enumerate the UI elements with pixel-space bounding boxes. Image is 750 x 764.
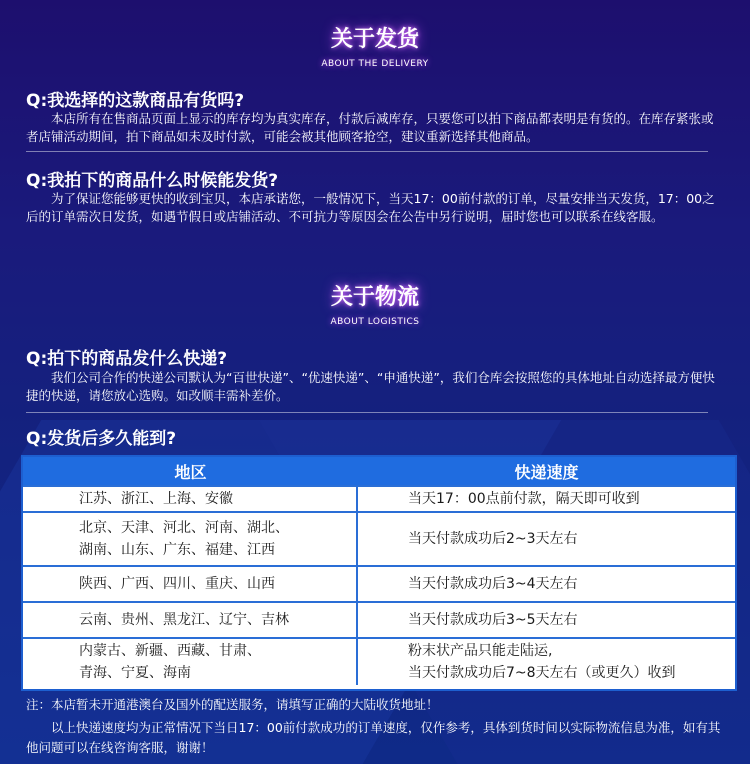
- header-region: 地区: [174, 462, 207, 482]
- region-text: 北京、天津、河北、河南、湖北、: [79, 520, 289, 536]
- shipping-region-note: 注：本店暂未开通港澳台及国外的配送服务，请填写正确的大陆收货地址！: [26, 697, 439, 712]
- answer-stock: 本店所有在售商品页面上显示的库存均为真实库存，付款后减库存，只要您可以拍下商品都表明是有货的。在库存紧张或者店铺活动期间，拍下商品如未及时付款，可能会被其他顾客抢空，建议重新选择其他商品。: [26, 111, 714, 144]
- table-row: [23, 601, 735, 637]
- region-cell: [23, 513, 358, 565]
- table-row: [23, 565, 735, 601]
- region-text: 湖南、山东、广东、福建、江西: [79, 542, 275, 558]
- speed-cell: [358, 513, 735, 565]
- speed-text: 当天付款成功后3~5天左右: [408, 612, 578, 628]
- region-cell: [23, 567, 358, 601]
- table-row: [23, 511, 735, 565]
- section-title: 关于物流: [330, 285, 419, 310]
- answer-ship-time: 为了保证您能够更快的收到宝贝，本店承诺您，一般情况下，当天17：00前付款的订单，尽量安排当天发货，17：00之后的订单需次日发货，如遇节假日或店铺活动、不可抗力等原因会在公告中另行说明，届时您也可以联系在线客服。: [26, 191, 715, 224]
- logistics-section-header: [0, 280, 750, 327]
- header-speed: 快递速度: [514, 462, 579, 482]
- region-text: 内蒙古、新疆、西藏、甘肃、: [79, 643, 261, 659]
- speed-cell: [358, 487, 735, 511]
- region-text: 云南、贵州、黑龙江、辽宁、吉林: [79, 612, 289, 628]
- speed-cell: [358, 603, 735, 637]
- delivery-speed-table: [21, 455, 737, 691]
- speed-text: 当天付款成功后7~8天左右（或更久）收到: [408, 665, 676, 681]
- region-text: 江苏、浙江、上海、安徽: [79, 491, 233, 507]
- speed-text: 当天付款成功后3~4天左右: [408, 576, 578, 592]
- speed-text: 粉末状产品只能走陆运,: [408, 643, 553, 659]
- region-cell: [23, 487, 358, 511]
- question-ship-time: Q:我拍下的商品什么时候能发货?: [26, 171, 279, 191]
- question-arrival-time: Q:发货后多久能到?: [26, 429, 177, 449]
- delivery-section-header: [0, 22, 750, 69]
- section-title: 关于发货: [330, 27, 419, 52]
- speed-disclaimer-note: 以上快递速度均为正常情况下当日17：00前付款成功的订单速度，仅作参考，具体到货时间以实际物流信息为准，如有其他问题可以在线咨询客服，谢谢！: [26, 720, 721, 755]
- speed-cell: [358, 639, 735, 685]
- region-text: 青海、宁夏、海南: [79, 665, 191, 681]
- question-courier: Q:拍下的商品发什么快递?: [26, 349, 228, 369]
- question-stock: Q:我选择的这款商品有货吗?: [26, 91, 245, 111]
- region-cell: [23, 603, 358, 637]
- table-header: [23, 457, 735, 485]
- speed-text: 当天17：00点前付款，隔天即可收到: [408, 491, 640, 507]
- divider: [26, 151, 708, 152]
- table-row: [23, 637, 735, 685]
- divider: [26, 412, 708, 413]
- answer-courier: 我们公司合作的快递公司默认为“百世快递”、“优速快递”、“申通快递”，我们仓库会按照您的具体地址自动选择最方便快捷的快递，请您放心选购。如改顺丰需补差价。: [26, 370, 715, 403]
- section-subtitle: ABOUT THE DELIVERY: [321, 59, 429, 69]
- region-cell: [23, 639, 358, 685]
- region-text: 陕西、广西、四川、重庆、山西: [79, 576, 275, 592]
- speed-cell: [358, 567, 735, 601]
- section-subtitle: ABOUT LOGISTICS: [330, 317, 420, 327]
- speed-text: 当天付款成功后2~3天左右: [408, 531, 578, 547]
- table-row: [23, 485, 735, 511]
